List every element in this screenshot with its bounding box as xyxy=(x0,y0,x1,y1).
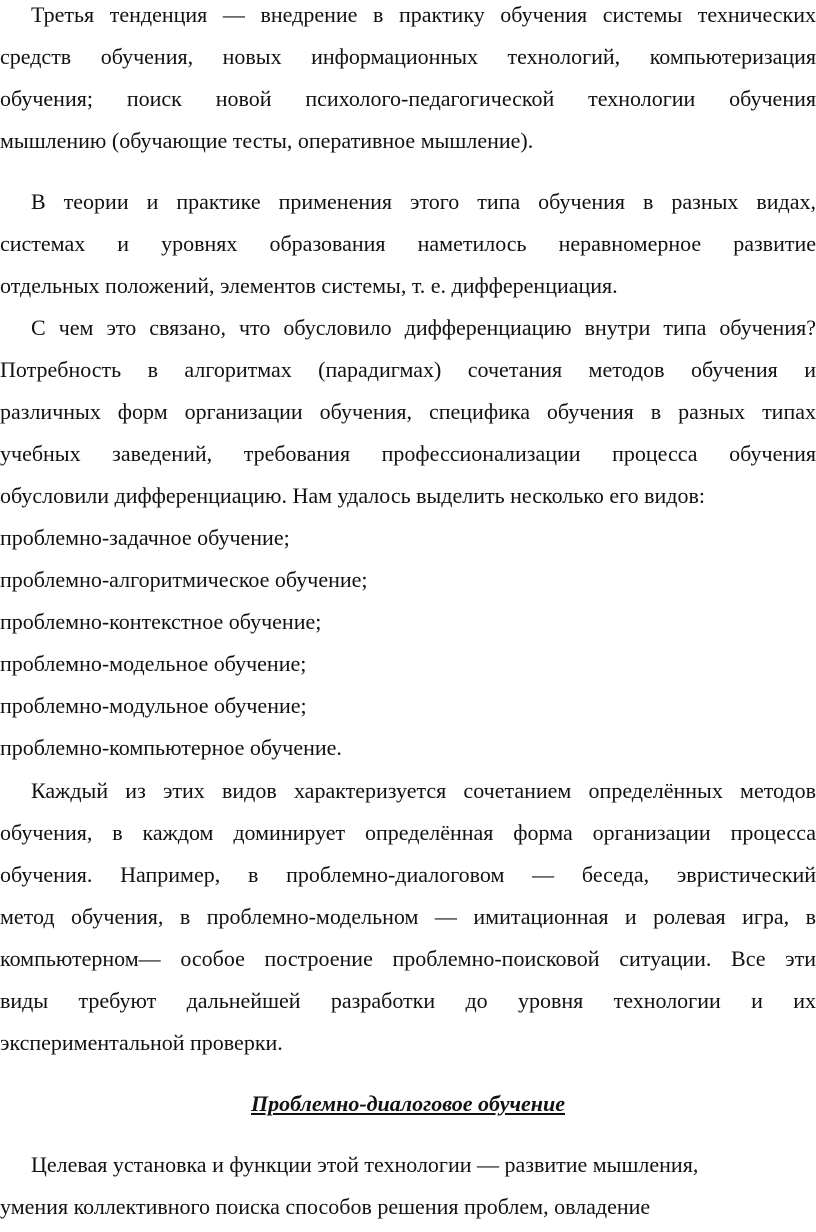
text-line: С чем это связано, что обусловило дифференциацию внутри типа обучения? xyxy=(31,315,816,340)
text-line: Потребность в алгоритмах (парадигмах) сочетания методов обучения и xyxy=(0,357,816,382)
text-line: учебных заведений, требования профессионализации процесса обучения xyxy=(0,441,816,466)
text-line: обусловили дифференциацию. Нам удалось выделить несколько его видов: xyxy=(0,483,705,508)
list-item: проблемно-контекстное обучение; xyxy=(0,609,322,634)
list-item: проблемно-задачное обучение; xyxy=(0,525,290,550)
text-line: средств обучения, новых информационных технологий, компьютеризация xyxy=(0,44,816,69)
section-heading: Проблемно-диалоговое обучение xyxy=(250,1091,565,1116)
text-line: Каждый из этих видов характеризуется сочетанием определённых методов xyxy=(31,778,816,803)
list-item: проблемно-модульное обучение; xyxy=(0,693,307,718)
list-item: проблемно-компьютерное обучение. xyxy=(0,735,342,760)
text-line: метод обучения, в проблемно-модельном — имитационная и ролевая игра, в xyxy=(0,904,816,929)
text-line: обучения; поиск новой психолого-педагогической технологии обучения xyxy=(0,86,816,111)
text-line: различных форм организации обучения, специфика обучения в разных типах xyxy=(0,399,816,424)
text-line: обучения. Например, в проблемно-диалоговом — беседа, эвристический xyxy=(0,862,816,887)
text-line: экспериментальной проверки. xyxy=(0,1030,283,1055)
text-line: виды требуют дальнейшей разработки до уровня технологии и их xyxy=(0,988,816,1013)
list-item: проблемно-модельное обучение; xyxy=(0,651,307,676)
text-line: Третья тенденция — внедрение в практику обучения системы технических xyxy=(31,2,816,27)
text-line: системах и уровнях образования наметилось неравномерное развитие xyxy=(0,231,816,256)
text-line: отдельных положений, элементов системы, т. е. дифференциация. xyxy=(0,273,618,298)
text-line: компьютерном— особое построение проблемно-поисковой ситуации. Все эти xyxy=(0,946,816,971)
text-line: умения коллективного поиска способов решения проблем, овладение xyxy=(0,1194,651,1219)
text-line: В теории и практике применения этого типа обучения в разных видах, xyxy=(31,189,816,214)
text-line: обучения, в каждом доминирует определённая форма организации процесса xyxy=(0,820,816,845)
text-line: Целевая установка и функции этой технологии — развитие мышления, xyxy=(31,1152,699,1177)
text-line: мышлению (обучающие тесты, оперативное мышление). xyxy=(0,128,534,153)
list-item: проблемно-алгоритмическое обучение; xyxy=(0,567,368,592)
